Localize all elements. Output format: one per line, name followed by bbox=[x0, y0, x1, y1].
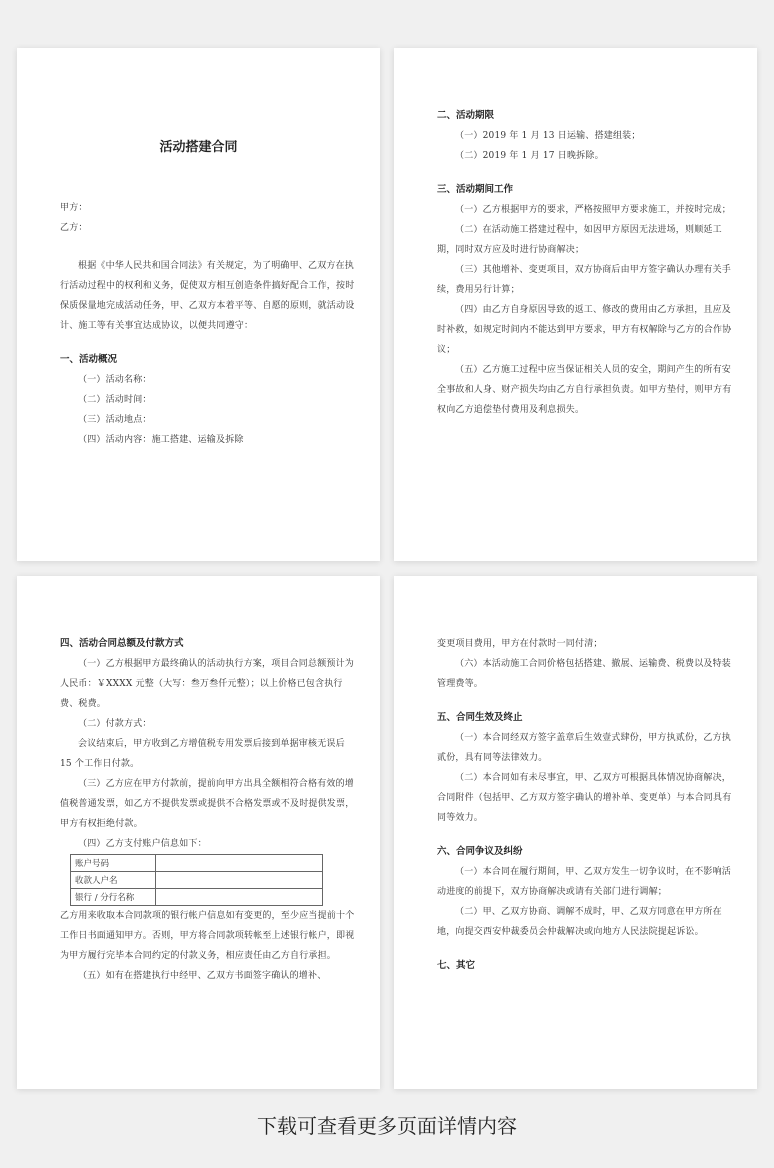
list-item: （三）其他增补、变更项目，双方协商后由甲方签字确认办理有关手续，费用另行计算； bbox=[437, 265, 732, 295]
table-row bbox=[71, 889, 323, 906]
section-heading-5: 五、合同生效及终止 bbox=[437, 712, 523, 723]
table-cell-label: 收款人户名 bbox=[71, 872, 156, 889]
list-item: （四）由乙方自身原因导致的返工、修改的费用由乙方承担，且应及时补救，如规定时间内不能达到甲方要求，甲方有权解除与乙方的合作协议； bbox=[437, 305, 732, 355]
list-item: （四）活动内容：施工搭建、运输及拆除 bbox=[78, 435, 244, 445]
paragraph: （一）本合同经双方签字盖章后生效壹式肆份，甲方执贰份，乙方执贰份，具有同等法律效力。 bbox=[437, 733, 732, 763]
download-more-caption: 下载可查看更多页面详情内容 bbox=[257, 1114, 517, 1138]
intro-paragraph: 根据《中华人民共和国合同法》有关规定，为了明确甲、乙双方在执行活动过程中的权利和义务，促使双方相互创造条件搞好配合工作，按时保质保量地完成活动任务，甲、乙双方本着平等、自愿的原则，就活动设计、施工等有关事宜达成协议，以便共同遵守： bbox=[60, 261, 355, 331]
section-heading-6: 六、合同争议及纠纷 bbox=[437, 846, 523, 857]
paragraph: （五）如有在搭建执行中经甲、乙双方书面签字确认的增补、 bbox=[78, 971, 327, 981]
paragraph: 会议结束后，甲方收到乙方增值税专用发票后接到单据审核无误后 15 个工作日付款。 bbox=[60, 739, 345, 769]
document-page-3 bbox=[17, 576, 380, 1089]
document-page-1 bbox=[17, 48, 380, 561]
section-heading-1: 一、活动概况 bbox=[60, 354, 118, 365]
list-item: （三）活动地点： bbox=[78, 415, 152, 425]
paragraph: （四）乙方支付账户信息如下： bbox=[78, 839, 207, 849]
party-b-label: 乙方： bbox=[60, 223, 88, 233]
list-item: （二）活动时间： bbox=[78, 395, 152, 405]
paragraph: （一）乙方根据甲方最终确认的活动执行方案，项目合同总额预计为人民币：￥XXXX 元整（大写：叁万叁仟元整）；以上价格已包含执行费、税费。 bbox=[60, 659, 355, 709]
paragraph: （一）本合同在履行期间，甲、乙双方发生一切争议时，在不影响活动进度的前提下，双方协商解决或请有关部门进行调解； bbox=[437, 867, 732, 897]
section-heading-4: 四、活动合同总额及付款方式 bbox=[60, 638, 184, 649]
list-item: （五）乙方施工过程中应当保证相关人员的安全，期间产生的所有安全事故和人身、财产损失均由乙方自行承担负责。如甲方垫付，则甲方有权向乙方追偿垫付费用及利息损失。 bbox=[437, 365, 732, 415]
table-cell-value bbox=[156, 889, 323, 906]
contract-title: 活动搭建合同 bbox=[159, 140, 238, 155]
section-heading-3: 三、活动期间工作 bbox=[437, 184, 514, 195]
list-item: （二）2019 年 1 月 17 日晚拆除。 bbox=[455, 151, 604, 161]
list-item: （一）活动名称： bbox=[78, 375, 152, 385]
paragraph: 乙方用来收取本合同款项的银行帐户信息如有变更的，至少应当提前十个工作日书面通知甲方。否则，甲方将合同款项转帐至上述银行帐户，即视为甲方履行完毕本合同约定的付款义务，相应责任由乙方自行承担。 bbox=[60, 911, 355, 961]
list-item: （二）在活动施工搭建过程中，如因甲方原因无法进场，则顺延工期，同时双方应及时进行协商解决； bbox=[437, 225, 722, 255]
paragraph: （二）付款方式： bbox=[78, 719, 152, 729]
account-info-table bbox=[70, 854, 323, 906]
party-a-label: 甲方： bbox=[60, 203, 88, 213]
table-cell-label: 银行 / 分行名称 bbox=[71, 889, 156, 906]
paragraph: 变更项目费用，甲方在付款时一同付清； bbox=[437, 639, 603, 649]
list-item: （一）乙方根据甲方的要求，严格按照甲方要求施工，并按时完成； bbox=[455, 205, 732, 215]
document-page-4 bbox=[394, 576, 757, 1089]
paragraph: （三）乙方应在甲方付款前，提前向甲方出具全额相符合格有效的增值税普通发票，如乙方不提供发票或提供不合格发票或不及时提供发票，甲方有权拒绝付款。 bbox=[60, 779, 355, 829]
table-cell-value bbox=[156, 872, 323, 889]
table-row bbox=[71, 872, 323, 889]
section-heading-7: 七、其它 bbox=[437, 960, 476, 971]
table-row bbox=[71, 855, 323, 872]
table-cell-value bbox=[156, 855, 323, 872]
table-cell-label: 账户号码 bbox=[71, 855, 156, 872]
paragraph: （二）甲、乙双方协商、调解不成时，甲、乙双方同意在甲方所在地，向提交西安仲裁委员会仲裁解决或向地方人民法院提起诉讼。 bbox=[437, 907, 722, 937]
list-item: （一）2019 年 1 月 13 日运输、搭建组装； bbox=[455, 131, 641, 141]
document-page-2 bbox=[394, 48, 757, 561]
section-heading-2: 二、活动期限 bbox=[437, 110, 495, 121]
paragraph: （六）本活动施工合同价格包括搭建、撤展、运输费、税费以及特装管理费等。 bbox=[437, 659, 732, 689]
paragraph: （二）本合同如有未尽事宜，甲、乙双方可根据具体情况协商解决，合同附件（包括甲、乙方双方签字确认的增补单、变更单）与本合同具有同等效力。 bbox=[437, 773, 732, 823]
